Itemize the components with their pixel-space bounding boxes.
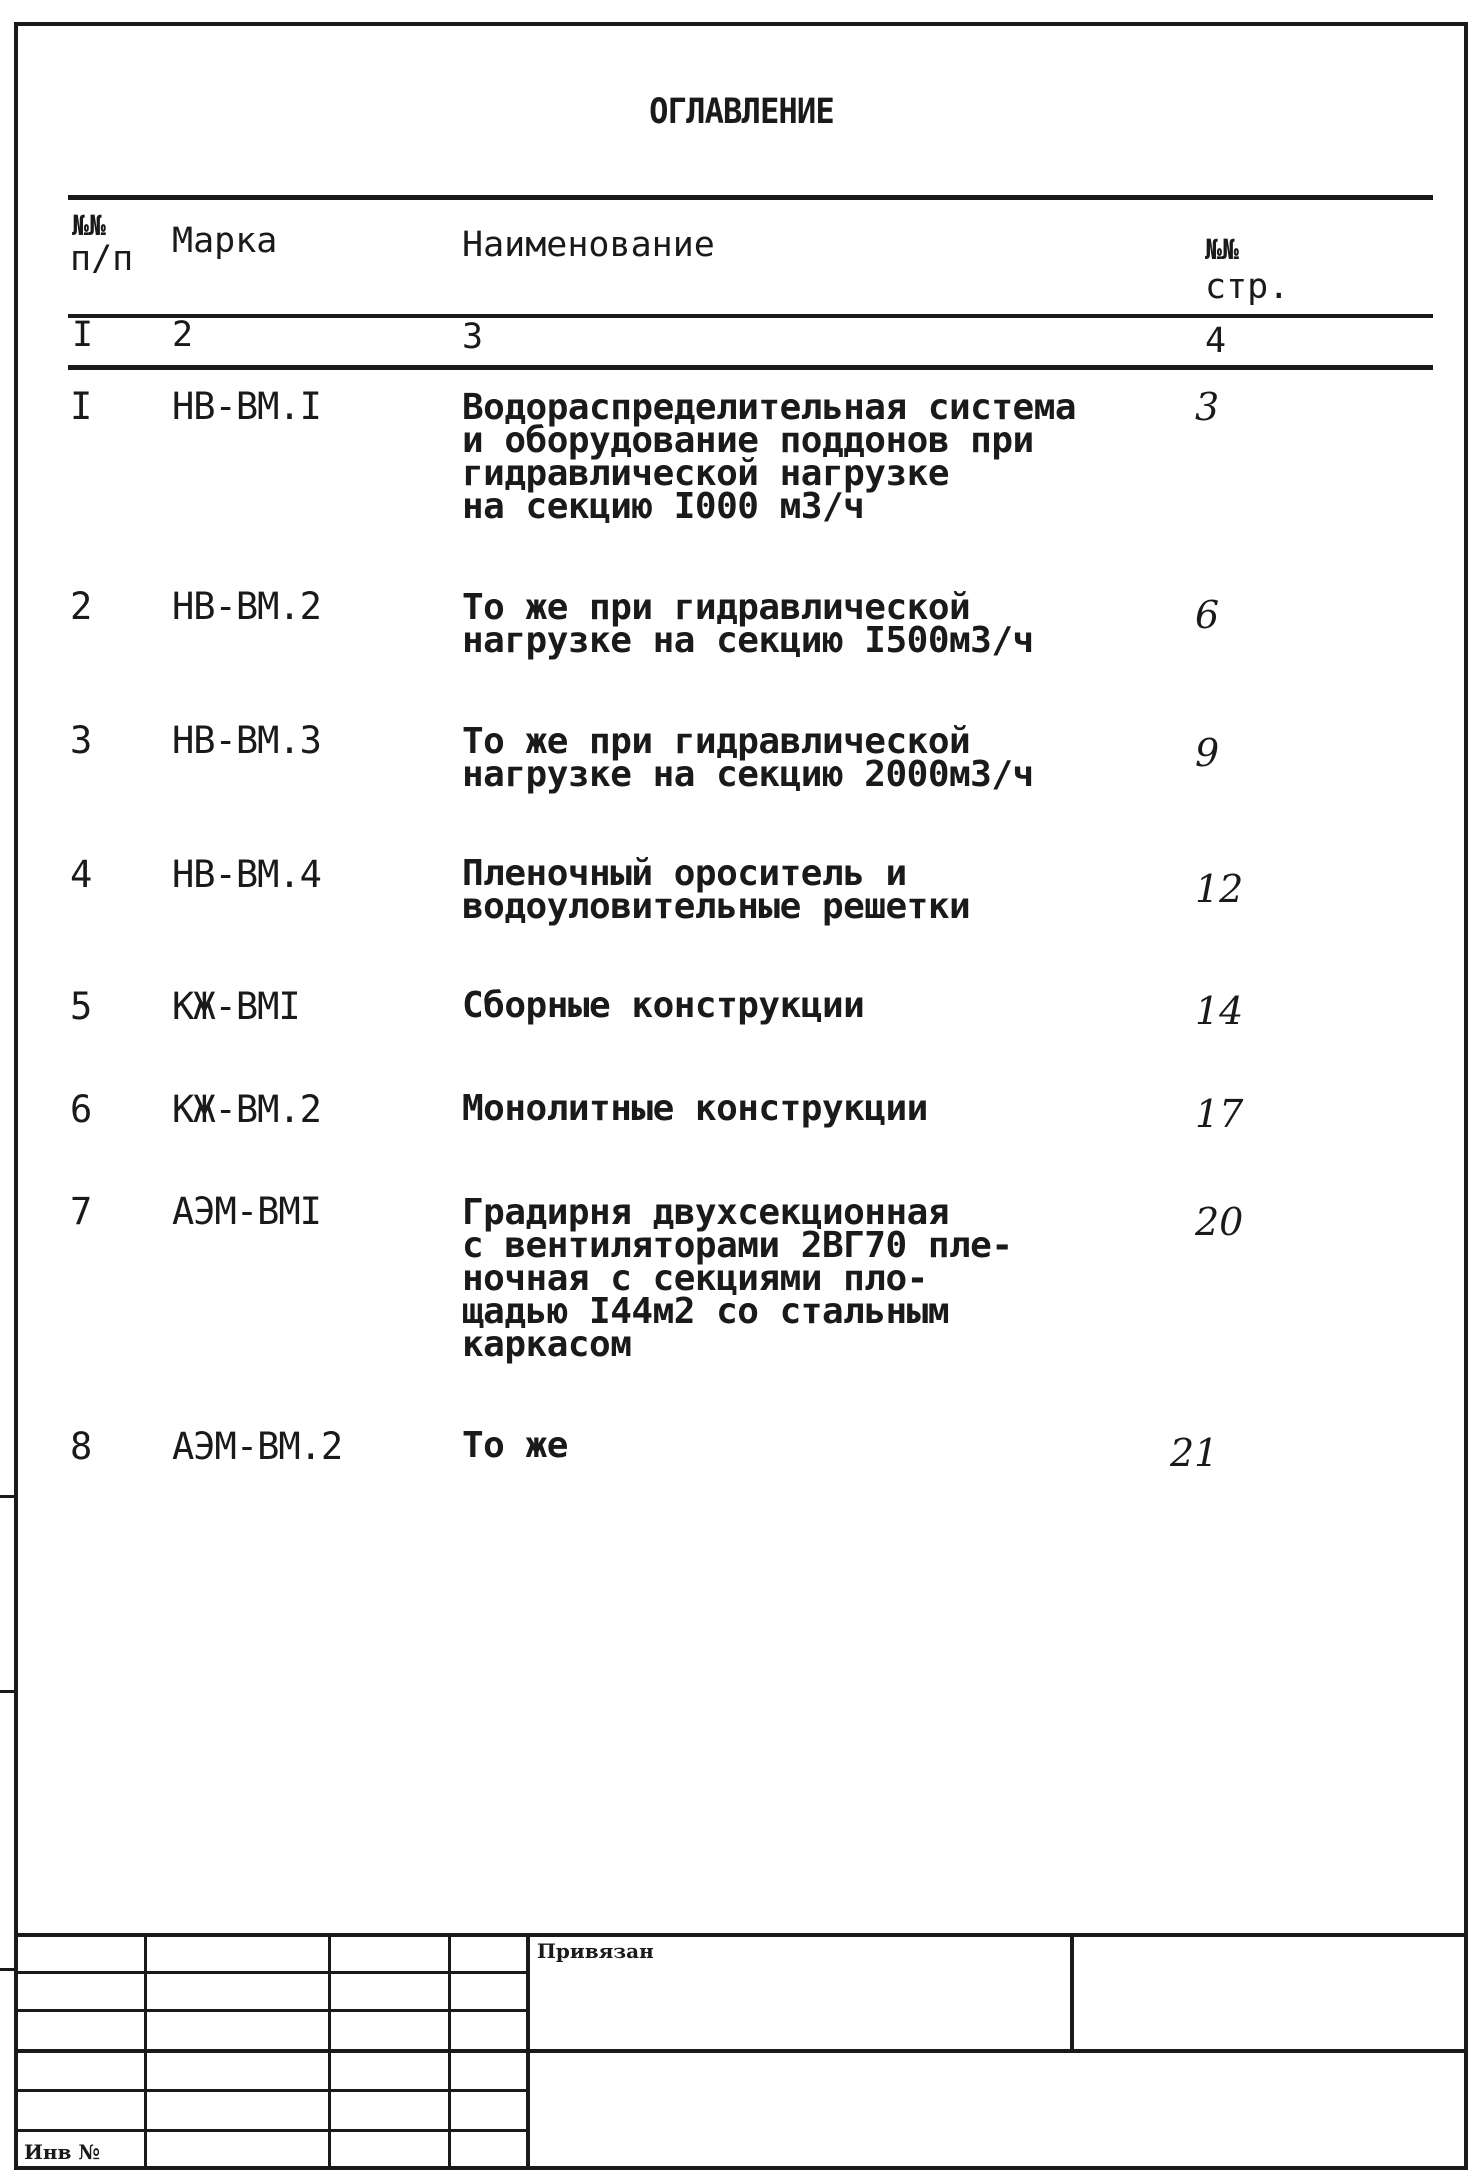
row-number: 3 xyxy=(70,719,93,762)
stamp-top-rule xyxy=(14,1933,1468,1937)
header-mid-rule xyxy=(68,314,1433,318)
row-page: 17 xyxy=(1195,1092,1244,1136)
stamp-privyazan-label: Привязан xyxy=(537,1939,654,1963)
stamp-row-rule xyxy=(14,2129,528,2132)
stamp-vline xyxy=(1070,1933,1074,2053)
stamp-row-rule xyxy=(14,2089,528,2092)
row-name: То же xyxy=(462,1425,568,1466)
row-name: Градирня двухсекционная с вентиляторами 2ВГ70 пле- ночная с секциями пло- щадью I44м2 со стальным каркасом xyxy=(462,1192,1013,1365)
stamp-row-rule xyxy=(14,1971,528,1974)
edge-mark xyxy=(0,1495,14,1498)
header-col-mark: Марка xyxy=(172,221,278,261)
header-col-number-top: №№ xyxy=(72,209,106,242)
row-number: 4 xyxy=(70,853,93,896)
column-number-1: I xyxy=(72,315,94,355)
column-number-3: 3 xyxy=(462,317,484,357)
column-number-2: 2 xyxy=(172,315,194,355)
row-name: Сборные конструкции xyxy=(462,985,865,1026)
header-bottom-rule xyxy=(68,365,1433,370)
row-number: 7 xyxy=(70,1190,93,1233)
row-mark: НВ-ВМ.4 xyxy=(172,853,321,896)
stamp-row-rule xyxy=(14,2009,528,2012)
header-col-name: Наименование xyxy=(462,225,715,265)
title-block xyxy=(14,1933,1468,2170)
row-number: I xyxy=(70,385,93,428)
header-col-page-bottom: стр. xyxy=(1205,267,1290,307)
row-name: Водораспределительная система и оборудование поддонов при гидравлической нагрузке на секцию I000 м3/ч xyxy=(462,387,1077,527)
header-col-page-top: №№ xyxy=(1205,233,1239,266)
row-mark: НВ-ВМ.2 xyxy=(172,585,321,628)
document-title: ОГЛАВЛЕНИЕ xyxy=(649,92,834,132)
edge-mark xyxy=(0,1968,14,1971)
row-name: То же при гидравлической нагрузке на секцию I500м3/ч xyxy=(462,587,1034,661)
edge-mark xyxy=(0,1690,14,1693)
row-mark: КЖ-ВМ.2 xyxy=(172,1088,321,1131)
row-page: 21 xyxy=(1170,1431,1219,1475)
row-page: 9 xyxy=(1195,731,1220,775)
row-page: 6 xyxy=(1195,593,1220,637)
stamp-row-rule xyxy=(14,2049,1468,2053)
row-mark: КЖ-ВМI xyxy=(172,985,300,1028)
row-page: 20 xyxy=(1195,1200,1244,1244)
row-page: 12 xyxy=(1195,867,1244,911)
row-name: Монолитные конструкции xyxy=(462,1088,928,1129)
header-col-number-bottom: п/п xyxy=(70,239,134,279)
column-number-4: 4 xyxy=(1205,321,1227,361)
row-mark: АЭМ-ВМI xyxy=(172,1190,321,1233)
row-mark: НВ-ВМ.I xyxy=(172,385,321,428)
row-name: То же при гидравлической нагрузке на секцию 2000м3/ч xyxy=(462,721,1034,795)
row-number: 8 xyxy=(70,1425,93,1468)
row-mark: АЭМ-ВМ.2 xyxy=(172,1425,343,1468)
header-top-rule xyxy=(68,195,1433,200)
row-name: Пленочный ороситель и водоуловительные решетки xyxy=(462,853,971,927)
row-number: 6 xyxy=(70,1088,93,1131)
stamp-inv-label: Инв № xyxy=(24,2140,101,2164)
row-page: 3 xyxy=(1195,385,1220,429)
row-number: 2 xyxy=(70,585,93,628)
row-number: 5 xyxy=(70,985,93,1028)
row-mark: НВ-ВМ.3 xyxy=(172,719,321,762)
row-page: 14 xyxy=(1195,989,1244,1033)
